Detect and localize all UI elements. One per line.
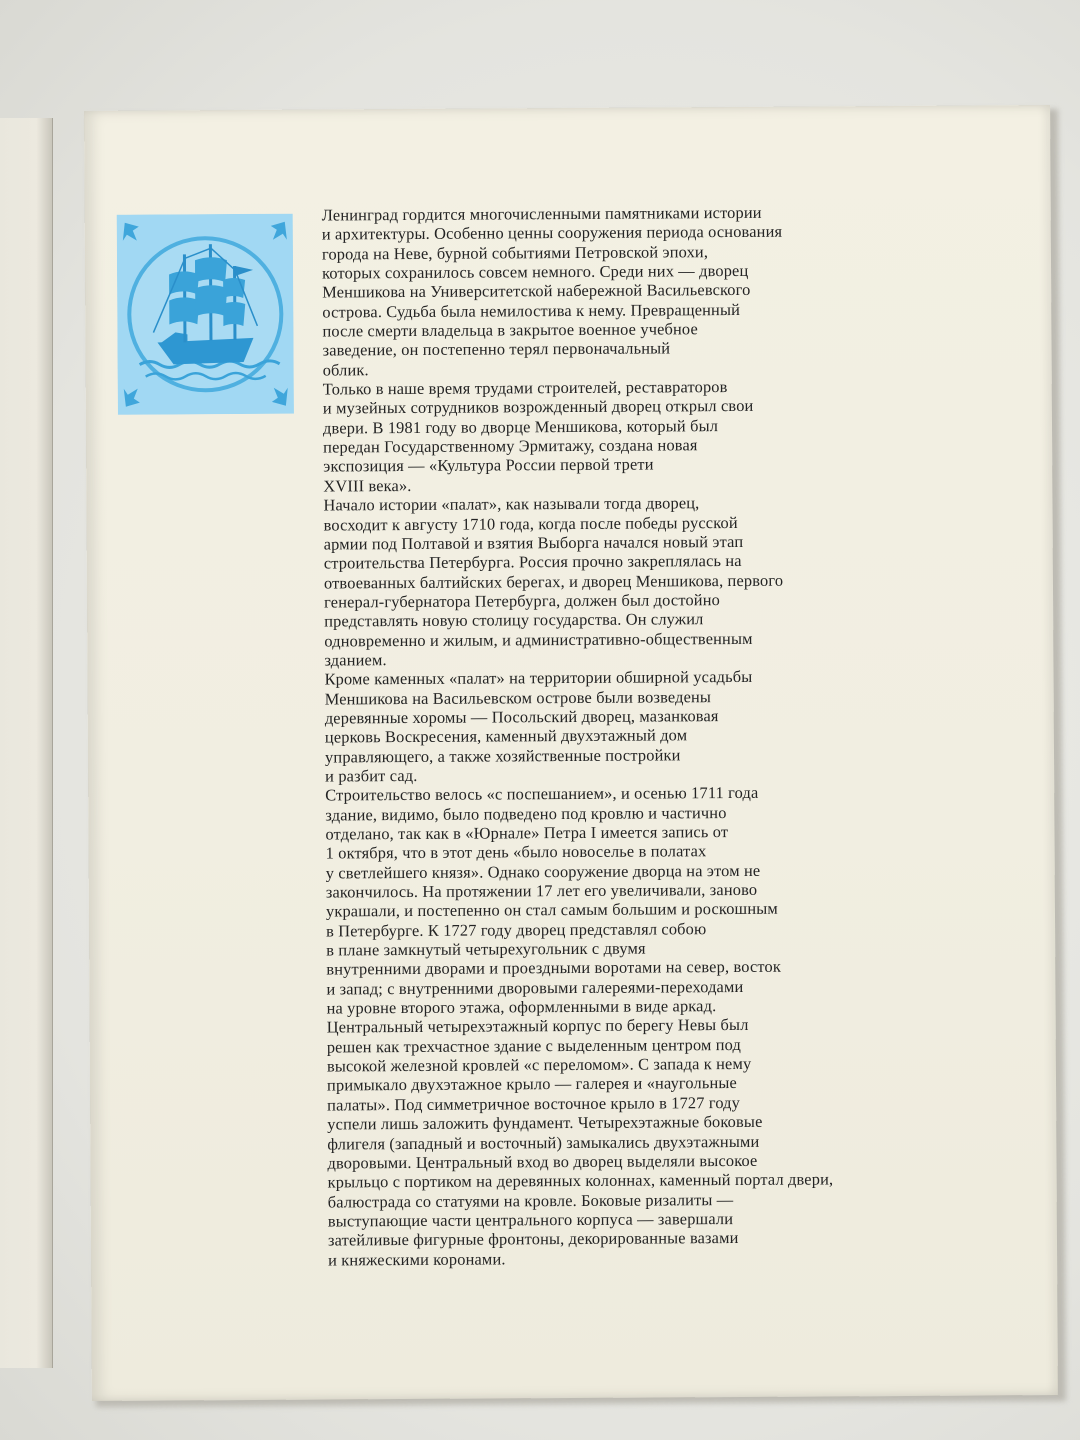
- text-line: в плане замкнутый четырехугольник с двумя: [326, 938, 646, 960]
- book-page: [84, 105, 1058, 1401]
- left-page-edge: [0, 118, 53, 1368]
- text-line: дворовыми. Центральный вход во дворец выделяли высокое: [327, 1150, 758, 1173]
- text-line: после смерти владельца в закрытое военное учебное: [322, 319, 698, 341]
- text-line: генерал-губернатора Петербурга, должен был достойно: [324, 589, 721, 612]
- text-line: Только в наше время трудами строителей, реставраторов: [322, 377, 728, 399]
- text-line: высокой железной кровлей «с переломом». С запада к нему: [326, 1054, 752, 1076]
- text-line: затейливые фигурные фронтоны, декорированные вазами: [327, 1228, 739, 1250]
- text-line: и разбит сад.: [325, 765, 418, 786]
- paragraph: [324, 666, 885, 785]
- text-line: восходит к августу 1710 года, когда после победы русской: [323, 512, 738, 535]
- text-line: и музейных сотрудников возрожденный дворец открыл свои: [322, 396, 754, 418]
- text-line: зданием.: [324, 650, 387, 670]
- text-line: на уровне второго этажа, оформленными в виде аркад.: [326, 996, 717, 1018]
- text-line: XVIII века».: [323, 475, 412, 496]
- paragraph: [322, 202, 883, 380]
- paragraph: [325, 782, 886, 1018]
- text-line: армии под Полтавой и взятия Выборга начался новый этап: [323, 531, 744, 554]
- paragraph: [323, 376, 884, 495]
- text-line: отвоеванных балтийских берегах, и дворец Меншикова, первого: [323, 570, 784, 593]
- text-line: одновременно и жилым, и административно-общественным: [324, 628, 753, 651]
- text-line: управляющего, а также хозяйственные постройки: [324, 744, 681, 767]
- text-line: Кроме каменных «палат» на территории обширной усадьбы: [324, 667, 753, 689]
- text-line: Меншикова на Васильевском острове были возведены: [324, 686, 712, 709]
- text-line: церковь Воскресения, каменный двухэтажный дом: [324, 725, 688, 747]
- text-line: строительства Петербурга. Россия прочно закреплялась на: [323, 551, 742, 573]
- text-line: успели лишь заложить фундамент. Четырехэтажные боковые: [327, 1111, 763, 1134]
- text-line: и архитектуры. Особенно ценны сооружения периода основания: [321, 222, 783, 244]
- paragraph: [327, 1015, 889, 1270]
- text-line: облик.: [322, 359, 369, 380]
- text-line: флигеля (западный и восточный) замыкались двухэтажными: [327, 1131, 760, 1153]
- text-line: представлять новую столицу государства. Он служил: [324, 609, 704, 631]
- text-line: города на Неве, бурной событиями Петровской эпохи,: [321, 241, 709, 264]
- paragraph: [323, 492, 884, 670]
- text-line: Меншикова на Университетской набережной Васильевского: [322, 280, 751, 302]
- text-line: отделано, так как в «Юрнале» Петра I имеется запись от: [325, 822, 729, 844]
- text-line: внутренними дворами и проездными воротами на север, восток: [326, 957, 781, 979]
- text-line: выступающие части центрального корпуса — завершали: [327, 1208, 734, 1231]
- text-line: в Петербурге. К 1727 году дворец представлял собою: [326, 918, 707, 941]
- text-line: и княжескими коронами.: [328, 1248, 506, 1270]
- text-line: украшали, и постепенно он стал самым большим и роскошным: [325, 899, 778, 921]
- text-line: 1 октября, что в этот день «было новоселье в полатах: [325, 841, 707, 863]
- text-line: у светлейшего князя». Однако сооружение дворца на этом не: [325, 860, 761, 883]
- ship-tile-icon: [117, 214, 294, 415]
- text-line: заведение, он постепенно терял первоначальный: [322, 338, 671, 360]
- text-line: здание, видимо, было подведено под кровлю и частично: [325, 802, 727, 825]
- text-line: Строительство велось «с поспешанием», и осенью 1711 года: [325, 783, 759, 805]
- text-line: крыльцо с портиком на деревянных колоннах, каменный портал двери,: [327, 1169, 834, 1192]
- text-line: закончилось. На протяжении 17 лет его увеличивали, заново: [325, 879, 758, 902]
- text-line: которых сохранилось совсем немного. Среди них — дворец: [322, 260, 749, 283]
- text-line: палаты». Под симметричное восточное крыло в 1727 году: [327, 1092, 741, 1115]
- text-line: Центральный четырехэтажный корпус по берегу Невы был: [326, 1015, 749, 1037]
- body-text: [322, 202, 888, 1269]
- text-line: двери. В 1981 году во дворце Меншикова, который был: [322, 415, 719, 438]
- text-line: и запад; с внутренними дворовыми галереями-переходами: [326, 976, 744, 999]
- text-line: решен как трехчастное здание с выделенным центром под: [326, 1034, 742, 1057]
- text-line: Ленинград гордится многочисленными памятниками истории: [321, 202, 762, 225]
- text-line: передан Государственному Эрмитажу, создана новая: [323, 435, 698, 457]
- text-line: экспозиция — «Культура России первой трети: [323, 454, 654, 476]
- text-line: деревянные хоромы — Посольский дворец, мазанковая: [324, 706, 719, 728]
- text-line: Начало истории «палат», как называли тогда дворец,: [323, 493, 700, 515]
- text-line: примыкало двухэтажное крыло — галерея и «наугольные: [326, 1073, 738, 1095]
- text-line: острова. Судьба была немилостива к нему. Превращенный: [322, 299, 741, 322]
- text-line: балюстрада со статуями на кровле. Боковые ризалиты —: [327, 1189, 734, 1212]
